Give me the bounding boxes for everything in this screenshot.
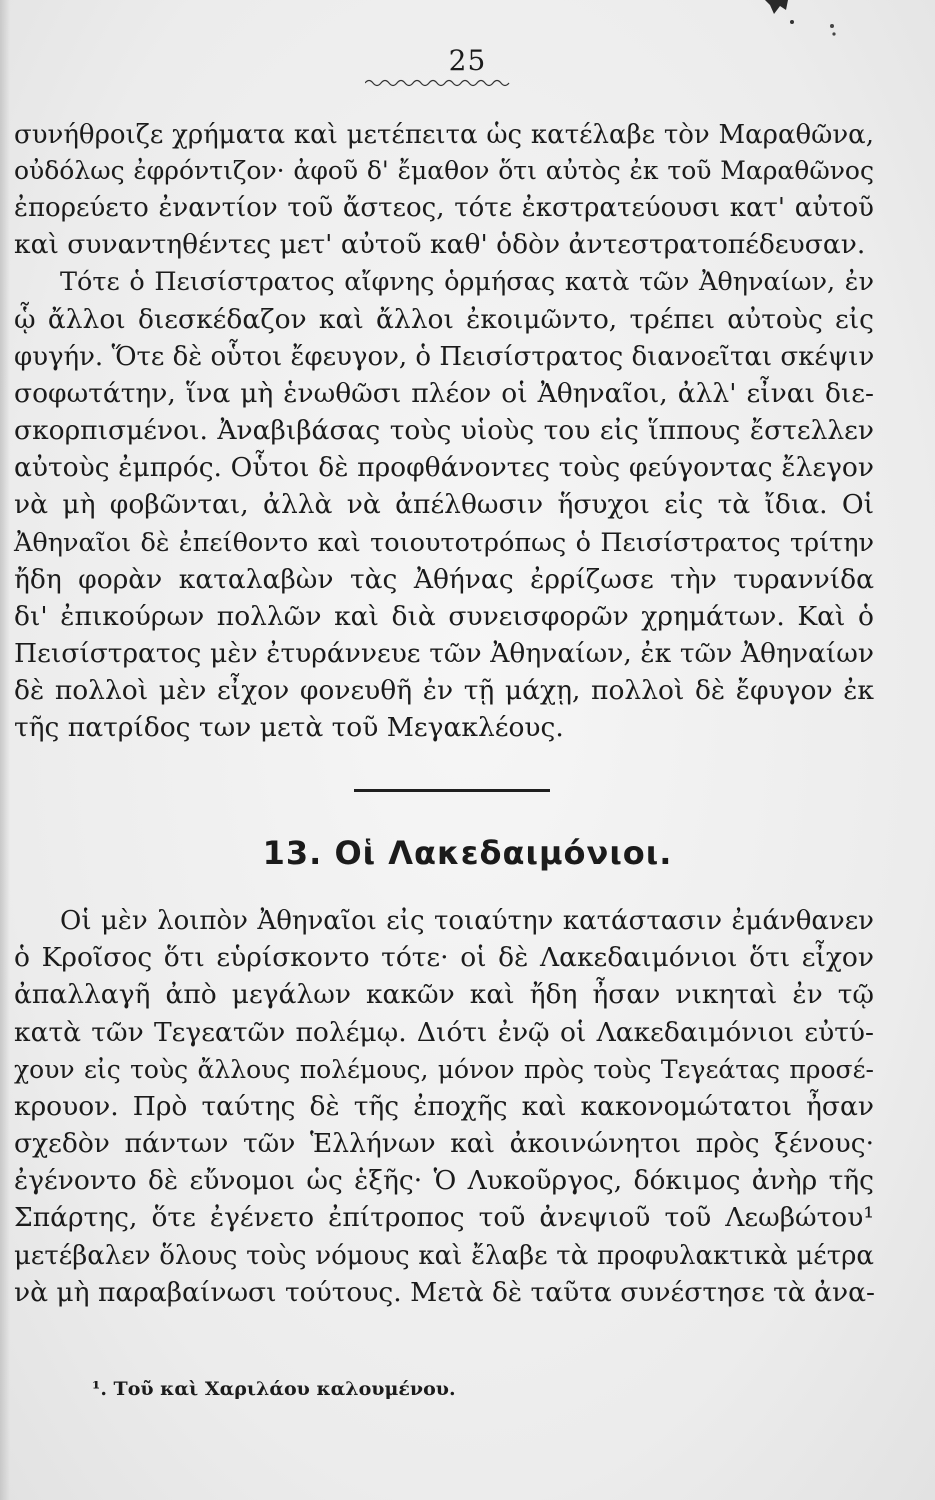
text-line: Πεισίστρατος μὲν ἐτυράννευε τῶν Ἀθηναίων, ἐκ τῶν Ἀθηναίων — [14, 638, 874, 669]
text-line: ἀπαλλαγῆ ἀπὸ μεγάλων κακῶν καὶ ἤδη ἦσαν νικηταὶ ἐν τῷ — [14, 979, 874, 1010]
text-line: Ἀθηναῖοι δὲ ἐπείθοντο καὶ τοιουτοτρόπως ὁ Πεισίστρατος τρίτην — [14, 528, 874, 558]
text-line: ἐπορεύετο ἐναντίον τοῦ ἄστεος, τότε ἐκστρατεύουσι κατ' αὐτοῦ — [14, 193, 874, 223]
text-line: νὰ μὴ φοβῶνται, ἀλλὰ νὰ ἀπέλθωσιν ἥσυχοι εἰς τὰ ἴδια. Οἱ — [14, 489, 874, 520]
text-line: Τότε ὁ Πεισίστρατος αἴφνης ὁρμήσας κατὰ τῶν Ἀθηναίων, ἐν — [60, 267, 874, 297]
text-line: ἤδη φορὰν καταλαβὼν τὰς Ἀθήνας ἐρρίζωσε τὴν τυραννίδα — [14, 564, 874, 595]
text-line: αὐτοὺς ἐμπρός. Οὗτοι δὲ προφθάνοντες τοὺς φεύγοντας ἔλεγον — [14, 452, 874, 483]
ink-blot-mark — [760, 0, 840, 40]
text-line: καὶ συναντηθέντες μετ' αὐτοῦ καθ' ὁδὸν ἀντεστρατοπέδευσαν. — [14, 229, 866, 260]
text-line: οὐδόλως ἐφρόντιζον· ἀφοῦ δ' ἔμαθον ὅτι αὐτὸς ἐκ τοῦ Μαραθῶνος — [14, 156, 874, 185]
text-line: ᾧ ἄλλοι διεσκέδαζον καὶ ἄλλοι ἐκοιμῶντο, τρέπει αὐτοὺς εἰς — [14, 304, 874, 335]
text-line: κατὰ τῶν Τεγεατῶν πολέμῳ. Διότι ἐνῷ οἱ Λακεδαιμόνιοι εὐτύ- — [14, 1017, 874, 1048]
text-line: Σπάρτης, ὅτε ἐγένετο ἐπίτροπος τοῦ ἀνεψιοῦ τοῦ Λεωβώτου¹ — [14, 1202, 874, 1233]
text-line: σοφωτάτην, ἵνα μὴ ἑνωθῶσι πλέον οἱ Ἀθηναῖοι, ἀλλ' εἶναι διε- — [14, 378, 874, 409]
text-line: σκορπισμένοι. Ἀναβιβάσας τοὺς υἱοὺς του εἰς ἵππους ἔστελλεν — [14, 415, 874, 446]
text-line: τῆς πατρίδος των μετὰ τοῦ Μεγακλέους. — [14, 712, 564, 743]
text-line: μετέβαλεν ὅλους τοὺς νόμους καὶ ἔλαβε τὰ προφυλακτικὰ μέτρα — [14, 1241, 874, 1271]
page-number-wavy-rule — [365, 78, 510, 88]
text-line: χουν εἰς τοὺς ἄλλους πολέμους, μόνον πρὸς τοὺς Τεγεάτας προσέ- — [14, 1055, 874, 1084]
text-line: Οἱ μὲν λοιπὸν Ἀθηναῖοι εἰς τοιαύτην κατάστασιν ἐμάνθανεν — [60, 906, 874, 936]
text-line: ὁ Κροῖσος ὅτι εὑρίσκοντο τότε· οἱ δὲ Λακεδαιμόνιοι ὅτι εἶχον — [14, 942, 874, 973]
text-line: δὲ πολλοὶ μὲν εἶχον φονευθῆ ἐν τῇ μάχῃ, πολλοὶ δὲ ἔφυγον ἐκ — [14, 675, 874, 706]
text-line: φυγήν. Ὅτε δὲ οὗτοι ἔφευγον, ὁ Πεισίστρατος διανοεῖται σκέψιν — [14, 342, 875, 372]
text-line: κρουον. Πρὸ ταύτης δὲ τῆς ἐποχῆς καὶ κακονομώτατοι ἦσαν — [14, 1091, 874, 1122]
text-line: ἐγένοντο δὲ εὔνομοι ὡς ἑξῆς· Ὁ Λυκοῦργος, δόκιμος ἀνὴρ τῆς — [14, 1165, 874, 1196]
text-line: συνήθροιζε χρήματα καὶ μετέπειτα ὡς κατέλαβε τὸν Μαραθῶνα, — [14, 120, 874, 150]
section-heading: 13. Οἱ Λακεδαιμόνιοι. — [262, 834, 673, 872]
section-divider — [354, 789, 550, 792]
page-edge-shadow — [0, 0, 10, 1500]
text-line: νὰ μὴ παραβαίνωσι τούτους. Μετὰ δὲ ταῦτα συνέστησε τὰ ἀνα- — [14, 1277, 875, 1308]
text-line: σχεδὸν πάντων τῶν Ἑλλήνων καὶ ἀκοινώνητοι πρὸς ξένους· — [14, 1128, 874, 1159]
text-line: δι' ἐπικούρων πολλῶν καὶ διὰ συνεισφορῶν χρημάτων. Καὶ ὁ — [14, 601, 874, 632]
page-number: 25 — [448, 44, 487, 77]
footnote: ¹. Τοῦ καὶ Χαριλάου καλουμένου. — [92, 1378, 456, 1400]
